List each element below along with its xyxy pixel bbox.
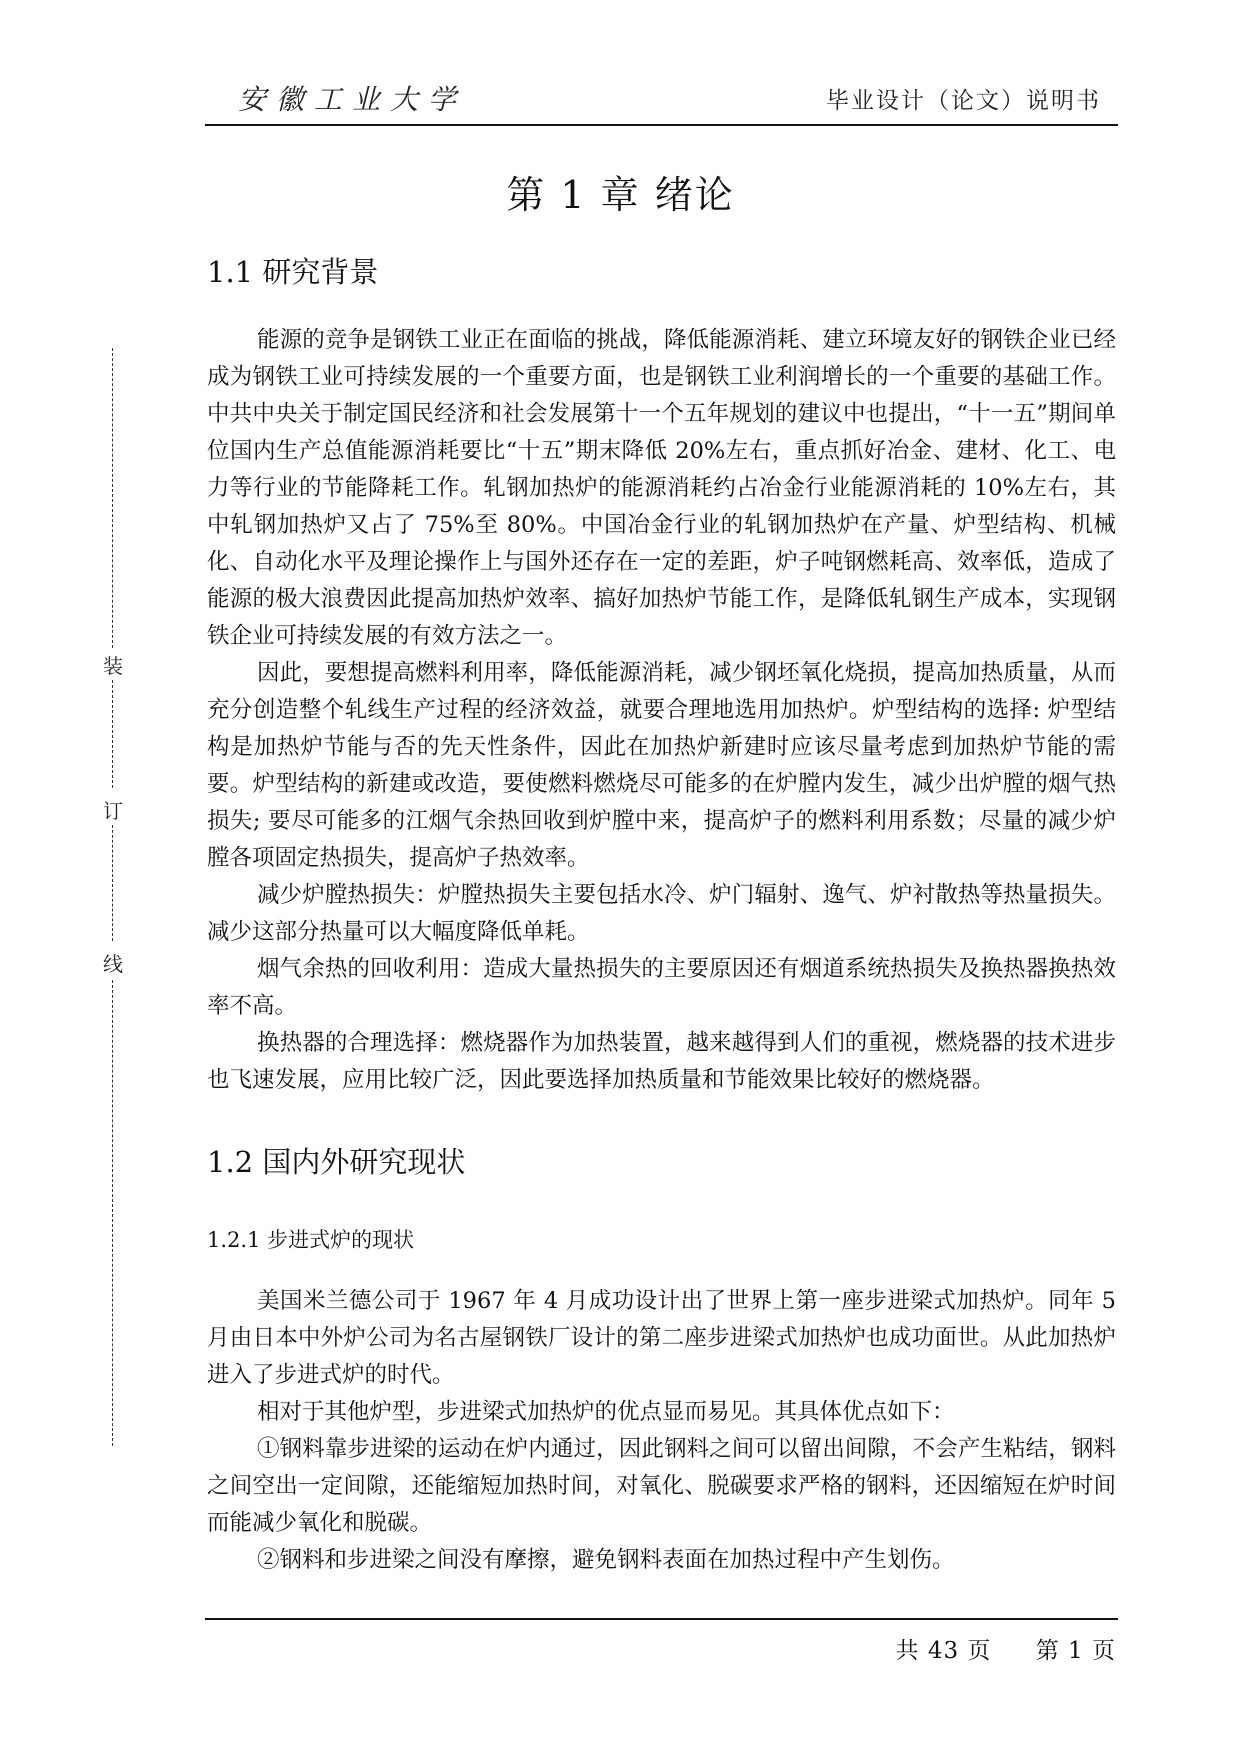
document-type-title: 毕业设计（论文）说明书 [826,88,1101,114]
subsection-heading-1-2-1: 1.2.1 步进式炉的现状 [207,1228,415,1252]
binding-line [98,348,128,1446]
binding-dash [112,348,113,648]
paragraph: 减少炉膛热损失：炉膛热损失主要包括水冷、炉门辐射、逸气、炉衬散热等热量损失。减少这部分热量可以大幅度降低单耗。 [207,882,1116,945]
total-pages-label: 共 43 页 [895,1638,992,1664]
current-page-label: 第 1 页 [1035,1638,1116,1664]
page-footer [892,1632,1116,1665]
university-logo-text: 安徽工业大学 [238,83,467,116]
section-heading-1-2: 1.2 国内外研究现状 [207,1145,466,1179]
chapter-title: 第 1 章 绪论 [506,173,735,217]
paragraph: 相对于其他炉型，步进梁式加热炉的优点显而易见。其具体优点如下： [257,1399,955,1425]
paragraph: 因此，要想提高燃料利用率，降低能源消耗，减少钢坯氧化烧损，提高加热质量，从而充分创造整个轧线生产过程的经济效益，就要合理地选用加热炉。炉型结构的选择: 炉型结构是加热炉节能与否的先天性条件，因此在加热炉新建时应该尽量考虑到加热炉节能的需要。炉型结构的新建或改造，要使燃料燃烧尽可能多的在炉膛内发生，减少出炉膛的烟气热损失; 要尽可能多的江烟气余热回收到炉膛中来，提高炉子的燃料利用系数；尽量的减少炉膛各项固定热损失，提高炉子热效率。 [207,660,1116,871]
binding-dash [112,980,113,1446]
paragraph: 能源的竞争是钢铁工业正在面临的挑战，降低能源消耗、建立环境友好的钢铁企业已经成为钢铁工业可持续发展的一个重要方面，也是钢铁工业利润增长的一个重要的基础工作。中共中央关于制定国民经济和社会发展第十一个五年规划的建议中也提出，“十一五”期间单位国内生产总值能源消耗要比“十五”期末降低 20%左右，重点抓好冶金、建材、化工、电力等行业的节能降耗工作。轧钢加热炉的能源消耗约占冶金行业能源消耗的 10%左右，其中轧钢加热炉又占了 75%至 80%。中国冶金行业的轧钢加热炉在产量、炉型结构、机械化、自动化水平及理论操作上与国外还存在一定的差距，炉子吨钢燃耗高、效率低，造成了能源的极大浪费因此提高加热炉效率、搞好加热炉节能工作，是降低轧钢生产成本，实现钢铁企业可持续发展的有效方法之一。 [207,327,1116,649]
binding-dash [112,680,113,788]
header-rule [205,124,1118,126]
binding-mark-ding: 订 [100,795,126,824]
paragraph: 烟气余热的回收利用：造成大量热损失的主要原因还有烟道系统热损失及换热器换热效率不高。 [207,956,1116,1019]
binding-mark-xian: 线 [100,948,126,977]
binding-mark-zhuang: 装 [100,650,126,679]
binding-dash [112,825,113,941]
paragraph: 美国米兰德公司于 1967 年 4 月成功设计出了世界上第一座步进梁式加热炉。同年 5 月由日本中外炉公司为名古屋钢铁厂设计的第二座步进梁式加热炉也成功面世。从此加热炉进入了步进式炉的时代。 [207,1288,1116,1388]
footer-rule [205,1618,1118,1620]
paragraph: 换热器的合理选择：燃烧器作为加热装置，越来越得到人们的重视，燃烧器的技术进步也飞速发展，应用比较广泛，因此要选择加热质量和节能效果比较好的燃烧器。 [207,1030,1116,1093]
section-heading-1-1: 1.1 研究背景 [207,255,379,289]
paragraph: ①钢料靠步进梁的运动在炉内通过，因此钢料之间可以留出间隙，不会产生粘结，钢料之间空出一定间隙，还能缩短加热时间，对氧化、脱碳要求严格的钢料，还因缩短在炉时间而能减少氧化和脱碳。 [207,1436,1116,1536]
paragraph: ②钢料和步进梁之间没有摩擦，避免钢料表面在加热过程中产生划伤。 [257,1547,955,1573]
